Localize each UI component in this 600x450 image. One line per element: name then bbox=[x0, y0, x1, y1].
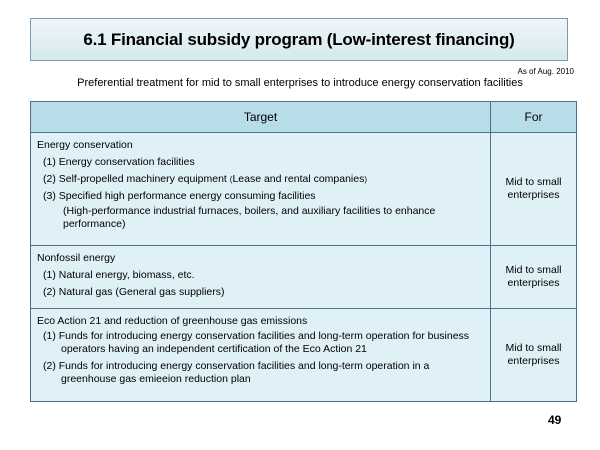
target-cell bbox=[31, 309, 491, 402]
list-item: (1) Funds for introducing energy conservation facilities and long-term operation for business operators having an independent certification of the Eco Action 21 bbox=[43, 330, 470, 355]
as-of-date: As of Aug. 2010 bbox=[517, 67, 574, 76]
for-cell: Mid to small enterprises bbox=[491, 133, 577, 246]
list-item: (1) Energy conservation facilities bbox=[43, 156, 195, 168]
list-item: (3) Specified high performance energy consuming facilities bbox=[43, 190, 316, 202]
item-note: (High-performance industrial furnaces, boilers, and auxiliary facilities to enhance performance) bbox=[63, 205, 436, 230]
table-row bbox=[31, 133, 577, 246]
list-item: (1) Natural energy, biomass, etc. bbox=[43, 269, 195, 281]
list-item: (2) Funds for introducing energy conservation facilities and long-term operation in a greenhouse gas emieeion reduction plan bbox=[43, 360, 430, 385]
category-label: Nonfossil energy bbox=[37, 252, 116, 264]
subtitle: Preferential treatment for mid to small enterprises to introduce energy conservation facilities bbox=[77, 77, 523, 89]
target-cell bbox=[31, 246, 491, 309]
category-label: Energy conservation bbox=[37, 139, 133, 151]
paren-close: ) bbox=[364, 175, 368, 184]
for-header: For bbox=[491, 102, 577, 133]
list-item bbox=[37, 171, 484, 188]
item-text: (2) Self-propelled machinery equipment bbox=[43, 173, 230, 185]
table-row bbox=[31, 246, 577, 309]
item-paren-text: Lease and rental companies bbox=[232, 173, 365, 185]
for-cell: Mid to small enterprises bbox=[491, 246, 577, 309]
title-banner bbox=[30, 18, 568, 61]
page-title: 6.1 Financial subsidy program (Low-interest financing) bbox=[83, 29, 515, 49]
list-item: (2) Natural gas (General gas suppliers) bbox=[43, 286, 225, 298]
subsidy-table bbox=[30, 101, 577, 402]
table-header-row bbox=[31, 102, 577, 133]
page-number: 49 bbox=[548, 413, 562, 427]
table-row bbox=[31, 309, 577, 402]
for-cell: Mid to small enterprises bbox=[491, 309, 577, 402]
paren-open: ( bbox=[229, 175, 233, 184]
target-header: Target bbox=[31, 102, 491, 133]
category-label: Eco Action 21 and reduction of greenhouse gas emissions bbox=[37, 315, 308, 327]
target-cell bbox=[31, 133, 491, 246]
